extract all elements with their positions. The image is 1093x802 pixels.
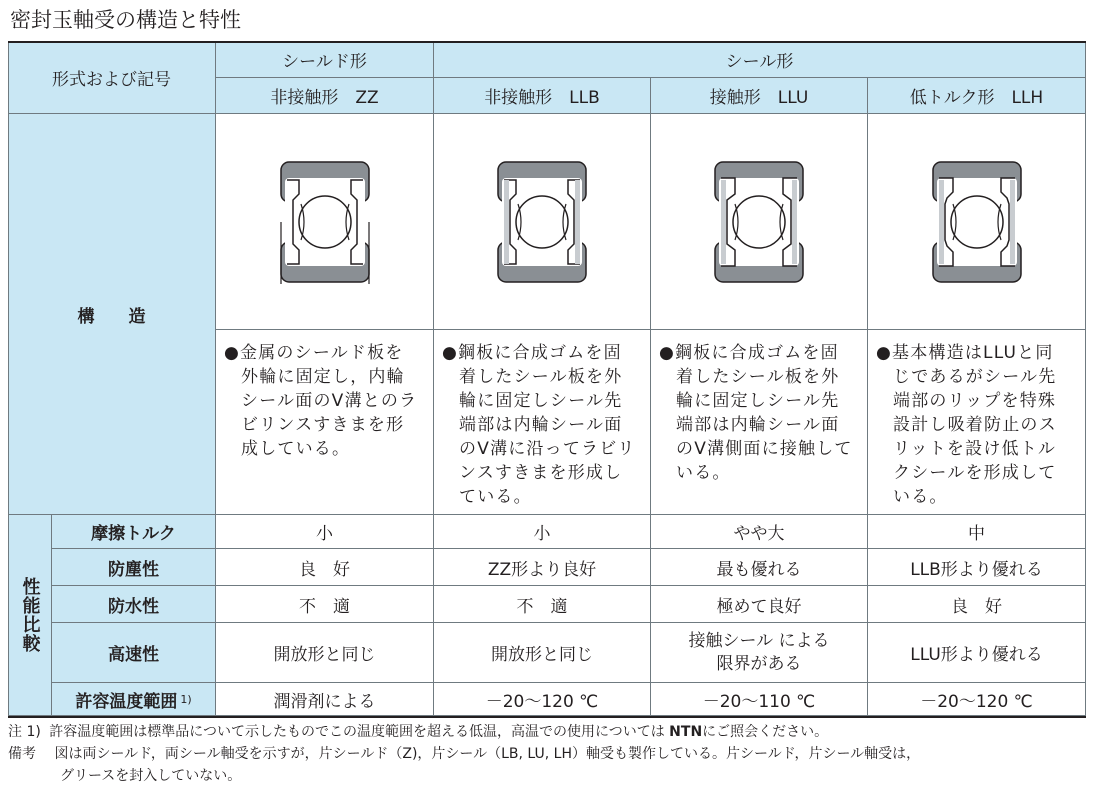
footnote-marker: 1) <box>180 692 192 706</box>
two-line-value <box>688 630 829 676</box>
col-header-label: 非接触形 LLB <box>484 88 600 108</box>
desc-line: 成している。 <box>241 439 351 459</box>
value-cell <box>216 683 434 716</box>
value-text: LLU形より優れる <box>910 645 1043 665</box>
desc-line: いる。 <box>676 463 731 483</box>
value-cell <box>868 623 1086 683</box>
value-text: 潤滑剤による <box>273 691 376 712</box>
desc-line: ビリンスすきまを形 <box>241 415 405 435</box>
col-header-llh <box>868 78 1086 114</box>
figure-cell-zz <box>216 114 434 330</box>
value-text: 良 好 <box>951 596 1002 617</box>
desc-line: ●基本構造はLLUと同 <box>876 343 1054 363</box>
desc-line: ている。 <box>459 487 532 507</box>
value-cell <box>651 683 868 716</box>
desc-line: 着したシール板を外 <box>676 367 840 387</box>
structure-desc-zz <box>224 341 417 461</box>
value-cell <box>434 586 651 623</box>
remarks <box>8 744 920 764</box>
desc-line: 輪に固定しシール先 <box>459 391 623 411</box>
performance-group-label: 性能比較 <box>19 577 41 653</box>
seal-group-cell <box>434 41 1086 78</box>
value-cell <box>651 623 868 683</box>
value-text: 開放形と同じ <box>491 645 593 665</box>
value-text: 接触シール による <box>688 630 830 651</box>
value-text: 限界がある <box>716 653 802 674</box>
value-cell <box>868 549 1086 586</box>
performance-group-cell <box>8 515 52 716</box>
value-text: 極めて良好 <box>716 596 802 617</box>
row-label-waterproof <box>52 586 216 623</box>
structure-desc-llh <box>876 341 1057 509</box>
value-cell <box>216 623 434 683</box>
desc-line: いる。 <box>893 487 948 507</box>
structure-label-cell <box>8 114 216 515</box>
value-cell <box>651 549 868 586</box>
footnote-prefix: 注 1) <box>8 724 41 740</box>
value-text: LLB形より優れる <box>910 559 1043 580</box>
table-left-border <box>8 41 9 718</box>
structure-desc-llb <box>442 341 636 509</box>
desc-line: 端部は内輪シール面 <box>676 415 840 435</box>
bearing-llu-diagram <box>711 160 807 284</box>
col-header-llu <box>651 78 868 114</box>
remarks-text: 図は両シールド，両シール軸受を示すが，片シールド（Z)，片シール（LB, LU, LH）軸受も製作している。片シールド，片シール軸受は， <box>54 746 921 762</box>
value-text: 不 適 <box>299 596 350 617</box>
row-label: 許容温度範囲 <box>75 691 178 712</box>
desc-line: 着したシール板を外 <box>459 367 623 387</box>
value-cell <box>216 549 434 586</box>
value-cell <box>868 683 1086 716</box>
row-label-dustproof <box>52 549 216 586</box>
col-header-llb <box>434 78 651 114</box>
desc-line: じであるがシール先 <box>893 367 1057 387</box>
value-cell <box>434 623 651 683</box>
value-cell <box>434 515 651 549</box>
remarks-line2 <box>60 766 241 786</box>
desc-line: ●鋼板に合成ゴムを固 <box>442 343 622 363</box>
value-text: 不 適 <box>516 596 568 617</box>
page-title: 密封玉軸受の構造と特性 <box>10 8 241 32</box>
desc-line: 設計し吸着防止のス <box>893 415 1057 435</box>
type-label: 形式および記号 <box>52 69 171 90</box>
figure-cell-llb <box>434 114 651 330</box>
row-label-temperature <box>52 683 216 716</box>
desc-line: 端部は内輪シール面 <box>459 415 623 435</box>
footnote-text: 許容温度範囲は標準品について示したものでこの温度範囲を超える低温，高温での使用については <box>49 724 665 740</box>
table-top-rule <box>8 41 1086 43</box>
desc-line: シール面のV溝とのラ <box>241 391 418 411</box>
value-text: ZZ形より良好 <box>487 559 597 580</box>
shield-group-cell <box>216 41 434 78</box>
desc-line: 端部のリップを特殊 <box>893 391 1057 411</box>
value-cell <box>868 515 1086 549</box>
bearing-zz-diagram <box>277 160 373 284</box>
col-header-label: 接触形 LLU <box>709 88 809 108</box>
row-label: 高速性 <box>108 645 159 665</box>
value-cell <box>216 515 434 549</box>
bearing-llb-diagram <box>494 160 590 284</box>
desc-line: 外輪に固定し，内輪 <box>241 367 405 387</box>
value-text: やや大 <box>733 524 785 544</box>
value-text: －20〜120 ℃ <box>485 691 599 712</box>
value-text: 小 <box>316 524 333 544</box>
value-text: 最も優れる <box>716 559 802 580</box>
desc-line: ●鋼板に合成ゴムを固 <box>659 343 839 363</box>
value-cell <box>434 683 651 716</box>
structure-desc-llu <box>659 341 853 485</box>
value-text: －20〜120 ℃ <box>920 691 1033 712</box>
figure-cell-llh <box>868 114 1086 330</box>
remarks-text: グリースを封入していない。 <box>60 768 242 784</box>
col-header-label: 非接触形 ZZ <box>270 88 379 108</box>
bearing-llh-diagram <box>929 160 1025 284</box>
desc-line: クシールを形成して <box>893 463 1057 483</box>
value-cell <box>434 549 651 586</box>
figure-cell-llu <box>651 114 868 330</box>
value-cell <box>216 586 434 623</box>
row-label: 摩擦トルク <box>91 524 176 544</box>
type-label-cell <box>8 41 216 114</box>
table-bottom-rule <box>8 716 1086 718</box>
value-cell <box>651 515 868 549</box>
remarks-prefix: 備考 <box>8 746 36 762</box>
row-label-friction <box>52 515 216 549</box>
value-text: －20〜110 ℃ <box>702 691 816 712</box>
footnote-1 <box>8 722 828 742</box>
value-text: 良 好 <box>299 559 350 580</box>
comparison-table <box>8 41 1086 718</box>
value-text: 小 <box>533 524 551 544</box>
footnote-text: にご照会ください。 <box>702 724 829 740</box>
shield-group-label: シールド形 <box>282 51 367 72</box>
desc-line: 輪に固定しシール先 <box>676 391 840 411</box>
structure-label: 構 造 <box>77 306 146 327</box>
desc-line: のV溝側面に接触して <box>676 439 853 459</box>
value-cell <box>868 586 1086 623</box>
brand-name: NTN <box>669 724 703 740</box>
col-header-label: 低トルク形 LLH <box>909 88 1044 108</box>
desc-line: リットを設け低トル <box>893 439 1057 459</box>
row-label: 防塵性 <box>108 559 159 580</box>
value-text: 中 <box>968 524 985 544</box>
row-label-highspeed <box>52 623 216 683</box>
desc-line: ●金属のシールド板を <box>224 343 404 363</box>
col-header-zz <box>216 78 434 114</box>
row-label: 防水性 <box>108 596 159 617</box>
desc-line: ンスすきまを形成し <box>459 463 623 483</box>
seal-group-label: シール形 <box>725 51 794 72</box>
value-cell <box>651 586 868 623</box>
value-text: 開放形と同じ <box>273 645 376 665</box>
desc-line: のV溝に沿ってラビリ <box>459 439 636 459</box>
